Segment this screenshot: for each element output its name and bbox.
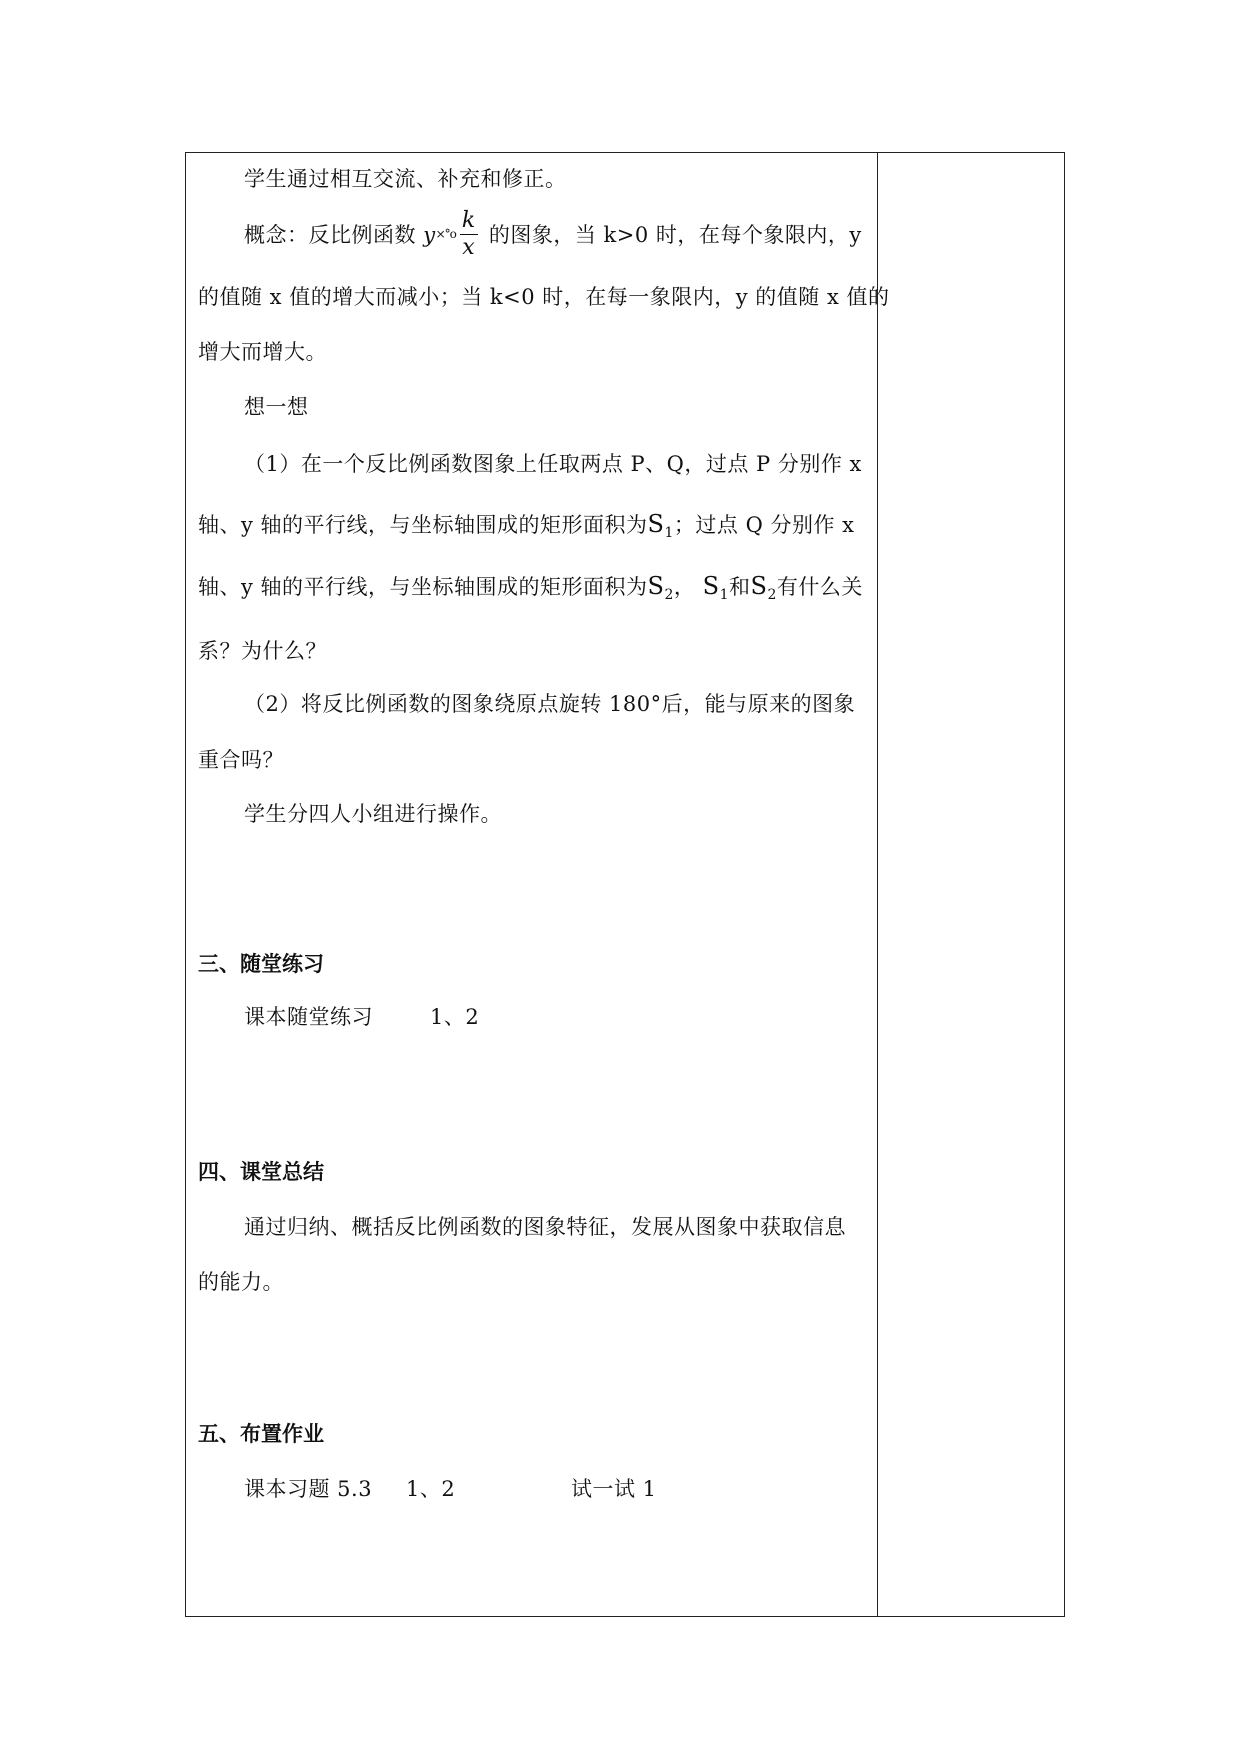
formula-k: k xyxy=(461,208,476,233)
q1-text-a: 轴、y 轴的平行线，与坐标轴围成的矩形面积为 xyxy=(198,513,648,537)
question-1-line-4: 系？为什么？ xyxy=(198,639,327,663)
think-heading: 想一想 xyxy=(244,395,309,419)
s1-symbol-2: S xyxy=(702,572,720,600)
column-divider xyxy=(877,152,878,1617)
paragraph-groups: 学生分四人小组进行操作。 xyxy=(244,802,502,826)
lesson-table xyxy=(185,152,1065,1617)
practice-numbers: 1、2 xyxy=(430,1005,480,1029)
q1-and: 和 xyxy=(728,575,751,599)
section-5-line xyxy=(244,1475,657,1503)
section-3-title: 三、随堂练习 xyxy=(198,952,324,976)
s1-symbol: S xyxy=(647,510,665,538)
s2-subscript-2: 2 xyxy=(767,587,777,603)
section-5-title: 五、布置作业 xyxy=(198,1422,324,1446)
s1-subscript: 1 xyxy=(664,525,674,541)
question-2-line-1: （2）将反比例函数的图象绕原点旋转 180°后，能与原来的图象 xyxy=(244,692,856,716)
formula-y: y xyxy=(423,223,436,247)
formula-equals-glyph: ×°o xyxy=(435,227,456,241)
q1-text-b: ；过点 Q 分别作 x xyxy=(673,513,855,537)
formula-x: x xyxy=(462,235,476,260)
q1-comma: ， xyxy=(673,575,696,599)
question-1-line-2 xyxy=(198,510,855,547)
concept-prefix: 概念：反比例函数 xyxy=(244,223,424,247)
q1-text-d: 有什么关 xyxy=(776,575,863,599)
s1-subscript-2: 1 xyxy=(719,587,729,603)
section-4-line-2: 的能力。 xyxy=(198,1270,284,1294)
concept-line-3: 增大而增大。 xyxy=(198,340,327,364)
concept-suffix: 的图象，当 k>0 时，在每个象限内，y xyxy=(481,223,862,247)
practice-text: 课本随堂练习 xyxy=(244,1005,373,1029)
q1-text-c: 轴、y 轴的平行线，与坐标轴围成的矩形面积为 xyxy=(198,575,648,599)
s2-symbol-2: S xyxy=(750,572,768,600)
question-1-line-1: （1）在一个反比例函数图象上任取两点 P、Q，过点 P 分别作 x xyxy=(244,452,862,476)
formula-fraction xyxy=(460,208,478,261)
homework-numbers: 1、2 xyxy=(406,1477,456,1501)
concept-line-1 xyxy=(244,210,862,263)
section-4-title: 四、课堂总结 xyxy=(198,1160,324,1184)
homework-exercise: 课本习题 5.3 xyxy=(244,1477,373,1501)
section-4-line-1: 通过归纳、概括反比例函数的图象特征，发展从图象中获取信息 xyxy=(244,1215,846,1239)
concept-line-2: 的值随 x 值的增大而减小；当 k<0 时，在每一象限内，y 的值随 x 值的 xyxy=(198,285,890,309)
homework-try: 试一试 1 xyxy=(571,1477,657,1501)
paragraph-exchange: 学生通过相互交流、补充和修正。 xyxy=(244,167,567,191)
section-3-line xyxy=(244,1003,480,1031)
s2-symbol: S xyxy=(647,572,665,600)
question-2-line-2: 重合吗？ xyxy=(198,748,284,772)
question-1-line-3 xyxy=(198,572,863,609)
s2-subscript: 2 xyxy=(664,587,674,603)
